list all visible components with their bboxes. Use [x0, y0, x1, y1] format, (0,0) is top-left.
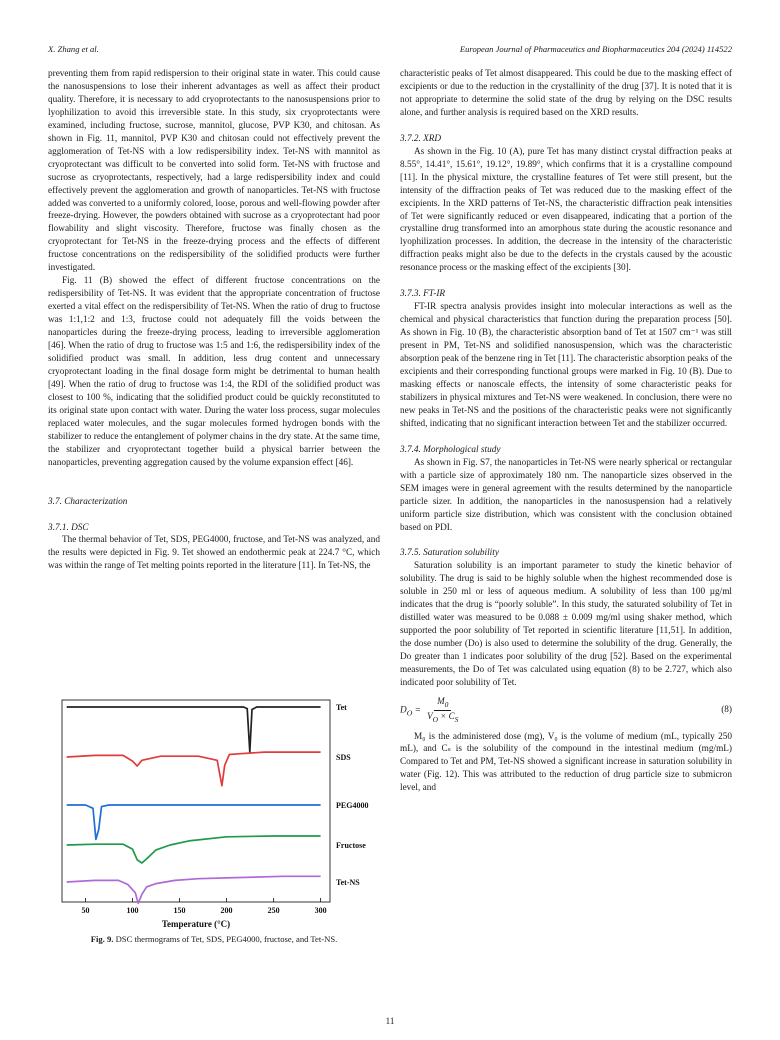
section-heading-morphology: 3.7.4. Morphological study: [400, 444, 501, 455]
x-tick-label: 50: [81, 906, 90, 915]
section-heading-xrd: 3.7.2. XRD: [400, 133, 442, 144]
legend-label-tet-ns: Tet-NS: [336, 878, 360, 887]
x-tick-label: 100: [126, 906, 139, 915]
section-heading-ftir: 3.7.3. FT-IR: [400, 289, 446, 300]
x-tick-label: 300: [314, 906, 327, 915]
plot-frame: [62, 700, 330, 902]
equation-8: [400, 696, 732, 725]
left-column: [48, 68, 380, 573]
section-heading-characterization: 3.7. Characterization: [48, 496, 128, 507]
right-paragraph-1: characteristic peaks of Tet almost disappeared. This could be due to the masking effect of excipients or due to the reduction in the crystallinity of the drug [37]. It is noted that it is not appropriate to determine the solid state of the drug by relying on the DSC results alone, and further analysis is required based on the XRD results.: [400, 69, 732, 118]
figure-caption: [48, 934, 380, 945]
figure-9: [48, 692, 380, 945]
header-authors: X. Zhang et al.: [48, 44, 99, 54]
left-paragraph-1: preventing them from rapid redispersion to their original state in water. This could cause the nanosuspensions to lose their inherent advantages as well as affect their product quality. Therefore, it is necessary to add cryoprotectants to the nanosuspensions prior to lyophilization to avoid this irreversible state. In this study, six cryoprotectants were examined, including fructose, sucrose, mannitol, glucose, PVP K30, and chitosan. As shown in Fig. 11, mannitol, PVP K30 and chitosan could not effectively prevent the agglomeration of Tet-NS with a low redispersibility index. Tet-NS with mannitol as cryoprotectant was difficult to be converted into solid form. Tet-NS with fructose and sucrose as cryoprotectants, respectively, had a large redispersibility index and could effectively prevent the agglomeration and growth of nanoparticles. Tet-NS with fructose added was converted to a uniformly colored, loose, porous and well-flowing powder after freeze-drying. However, the powders obtained with sucrose as a cryoprotectant had poor flowability and slight viscosity. Therefore, fructose was finally chosen as the cryoprotectant for Tet-NS in the freeze-drying process and the effects of different fructose concentrations on the redispersibility of the solidified products were further investigated.: [48, 69, 380, 274]
page-number: 11: [385, 1016, 395, 1026]
legend-label-sds: SDS: [336, 753, 351, 762]
right-column: [400, 68, 732, 795]
header-journal: European Journal of Pharmaceutics and Biopharmaceutics 204 (2024) 114522: [459, 44, 732, 54]
dsc-chart: [48, 692, 380, 930]
x-axis-label: Temperature (°C): [161, 919, 231, 929]
equation-den-v: V: [427, 710, 433, 721]
equation-body: $D_O$ = $\frac{M_0}{V_O \times C_S}$: [400, 695, 459, 724]
figure-caption-label: Fig. 9.: [90, 934, 114, 944]
series-line-fructose: [67, 836, 321, 863]
series-line-sds: [67, 752, 321, 786]
figure-caption-text: DSC thermograms of Tet, SDS, PEG4000, fructose, and Tet-NS.: [113, 934, 338, 944]
left-paragraph-2: Fig. 11 (B) showed the effect of different fructose concentrations on the redispersibility of Tet-NS. It was evident that the appropriate concentration of fructose exerted a vital effect on the redispersibility of Tet-NS. When the ratio of drug to fructose was 1:1,1:2 and 1:3, fructose could not adequately fill the voids between the nanoparticles during the freeze-drying process, leading to irreversible agglomeration [46]. When the ratio of drug to fructose was 1:5 and 1:6, the redispersibility index of the solidified product was small. In addition, less drug content and unnecessary cryoprotectant loading in the final dosage form might be detrimental to human health [49]. When the ratio of drug to fructose was 1:4, the RDI of the solidified product was closest to 100 %, indicating that the solidified product could be quickly reconstituted to its original state upon contact with water. During the water loss process, sugar molecules replaced water molecules, and the sugar molecules formed hydrogen bonds with the stabilizer to reduce the entanglement of polymer chains in the dry state. At the same time, the stabilizer and cryoprotectant together build a physical barrier between the nanoparticles, preventing aggregation caused by the volume expansion effect [46].: [48, 276, 380, 468]
left-paragraph-3: The thermal behavior of Tet, SDS, PEG4000, fructose, and Tet-NS was analyzed, and the results were depicted in Fig. 9. Tet showed an endothermic peak at 224.7 °C, which was within the range of Tet melting points reported in the literature [11]. In Tet-NS, the: [48, 535, 380, 572]
section-heading-dsc: 3.7.1. DSC: [48, 522, 89, 533]
right-paragraph-3: FT-IR spectra analysis provides insight into molecular interactions as well as the chemical and physical characteristics that function during the preparation process [50]. As shown in Fig. 10 (B), the characteristic absorption band of Tet at 1507 cm⁻¹ was still present in PM, Tet-NS and solidified nanosuspension, which was the characteristic absorption peak of the benzene ring in Tet [11]. The characteristic absorption peaks of the excipients and their corresponding functional groups were marked in Fig. 10 (B). Due to masking effects or nanoscale effects, the intensity of some characteristic peaks for stabilizers in physical mixtures and Tet-NS were weakened. In conclusion, there were no new peaks in Tet-NS and the positions of the characteristic peaks were not significantly shifted, indicating that no significant interaction between Tet and the stabilizer occurred.: [400, 302, 732, 429]
section-heading-solubility: 3.7.5. Saturation solubility: [400, 548, 499, 559]
equation-numerator: [434, 696, 451, 711]
equation-fraction: [427, 696, 458, 725]
legend-label-peg4000: PEG4000: [336, 801, 369, 810]
right-paragraph-6: M₀ is the administered dose (mg), V₀ is the volume of medium (mL, typically 250 mL), and Cₛ is the solubility of the compound in the intestinal medium (mg/mL) Compared to Tet and PM, Tet-NS showed a significant increase in saturation solubility in water (Fig. 12). This was attributed to the reduction of drug particle size to submicron level, and: [400, 731, 732, 794]
equation-den-sub1: O: [432, 714, 439, 724]
series-line-tet: [67, 707, 321, 752]
equation-lhs: D: [400, 705, 407, 716]
equation-lhs-sub: O: [406, 708, 413, 718]
right-paragraph-4: As shown in Fig. S7, the nanoparticles in Tet-NS were nearly spherical or rectangular with a particle size of approximately 180 nm. The nanoparticle sizes observed in the SEM images were in general agreement with the results determined by the nanoparticle particle sizer. In addition, the nanoparticles in the nanosuspension had a relatively uniform particle size distribution, which was consistent with the conclusion obtained based on PDI.: [400, 457, 732, 533]
equation-num-sub: 0: [444, 699, 449, 709]
x-tick-label: 250: [267, 906, 280, 915]
right-paragraph-5: Saturation solubility is an important parameter to study the kinetic behavior of solubility. The drug is said to be highly soluble when the highest recommended dose is soluble in 250 ml or less of aqueous medium. A solubility of less than 100 µg/ml indicates that the drug is “poorly soluble”. In this study, the saturated solubility of Tet in distilled water was measured to be 0.088 ± 0.009 mg/ml using shaker method, which supported the poor solubility of Tet reported in scientific literature [11,51]. In addition, the dose number (Do) is also used to determine the solubility of the drug. Generally, the Do greater than 1 indicates poor solubility of the drug [52]. Based on the experimental measurements, the Do of Tet was calculated using equation (8) to be 2.727, which also indicated poor solubility of Tet.: [400, 561, 732, 688]
x-tick-label: 150: [173, 906, 186, 915]
x-tick-label: 200: [220, 906, 233, 915]
legend-label-tet: Tet: [336, 703, 347, 712]
equation-den-sub2: S: [454, 714, 459, 724]
equation-denominator: [427, 711, 458, 725]
running-header: [48, 44, 732, 54]
series-line-tet-ns: [67, 876, 321, 903]
equation-num-main: M: [437, 695, 445, 706]
equation-label: (8): [721, 704, 732, 715]
right-paragraph-2: As shown in the Fig. 10 (A), pure Tet has many distinct crystal diffraction peaks at 8.55°, 14.41°, 15.61°, 19.12°, 19.89°, which confirms that it is a crystalline compound [11]. In the physical mixture, the crystalline features of Tet were still present, but the intensity of the diffraction peaks of Tet was reduced due to the masking effect of the excipients. In the XRD patterns of Tet-NS, the characteristic diffraction peak intensities of Tet were significantly reduced or even disappeared, indicating that a portion of the crystalline drug transformed into an amorphous state during the acoustic resonance and lyophilization processes. In addition, the decrease in the intensity of the characteristic diffraction peaks might also be due to the defects in the crystals caused by the acoustic resonance process or the masking effect of the excipients [30].: [400, 146, 732, 274]
series-line-peg4000: [67, 805, 321, 839]
legend-label-fructose: Fructose: [336, 841, 366, 850]
equation-den-mid: × C: [438, 710, 455, 721]
